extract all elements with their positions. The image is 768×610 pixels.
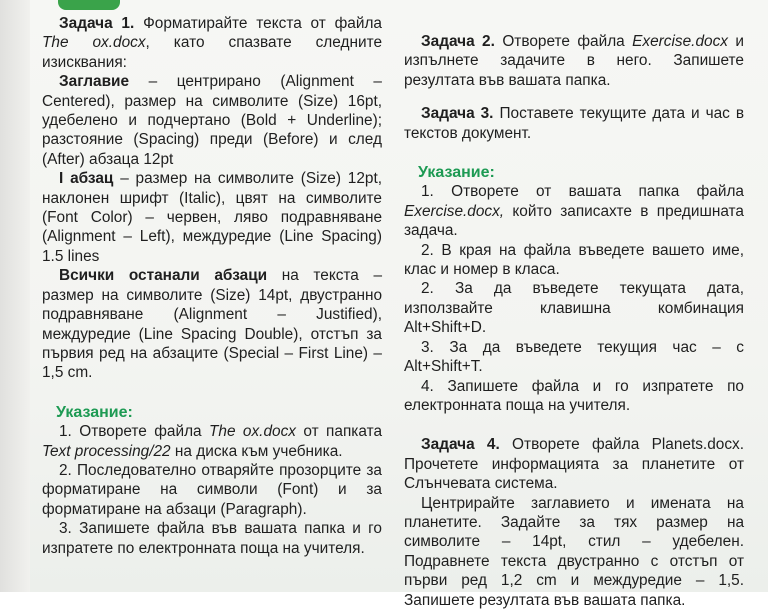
hint2-right: 2. В края на файла въведете вашето име, клас и номер в класа. bbox=[404, 241, 744, 279]
hint1-right-file: Exercise.docx, bbox=[404, 202, 505, 220]
left-column bbox=[42, 14, 382, 558]
spacer bbox=[42, 383, 382, 397]
hint1-right-text-a: 1. Отворете от вашата папка файла bbox=[421, 183, 744, 201]
hint3-left: 3. Запишете файла във вашата папка и го изпратете по електронната поща на учителя. bbox=[42, 520, 382, 557]
task4-label: Задача 4. bbox=[421, 436, 500, 454]
hint1-left-file: The ox.docx bbox=[209, 423, 296, 441]
hint5-right: 4. Запишете файла и го изпратете по електронната поща на учителя. bbox=[404, 377, 744, 414]
hint2-left: 2. Последователно отваряйте прозорците за форматиране на символи (Font) и за форматиране на абзаци (Paragraph). bbox=[42, 461, 382, 518]
title-requirements bbox=[42, 72, 382, 169]
spacer bbox=[404, 143, 744, 157]
hint1-left bbox=[42, 422, 382, 461]
task1-file: The ox.docx bbox=[42, 34, 146, 52]
first-para-text: – размер на символите (Size) 12pt, наклонен шрифт (Italic), цвят на символите (Font Color) – червен, ляво подравняване (Alignment – Left), междуредие (Line Spacing) 1.5 lines bbox=[42, 170, 382, 265]
task2-text-a: Отворете файла bbox=[494, 33, 633, 50]
other-paras-text: на текста – размер на символите (Size) 14pt, двустранно подравняване (Alignment – Justified), междуредие (Line Spacing Double), отстъп за първия ред на абзаците (Special – First Line) – 1,5 cm. bbox=[42, 267, 383, 382]
hint1-left-text-b: от папката bbox=[295, 423, 383, 441]
task4-paragraph bbox=[404, 435, 744, 493]
task1-label: Задача 1. bbox=[59, 15, 135, 32]
task3-label: Задача 3. bbox=[421, 105, 494, 123]
task1-paragraph bbox=[42, 14, 382, 72]
other-paragraphs-requirements bbox=[42, 266, 382, 382]
title-text: – центрирано (Alignment – Centered), размер на символите (Size) 16pt, удебелено и подчертано (Bold + Underline); разстояние (Spacing) преди (Before) и след (After) абзаца 12pt bbox=[42, 73, 382, 168]
title-label: Заглавие bbox=[59, 73, 130, 91]
other-paras-label: Всички останали абзаци bbox=[59, 267, 268, 285]
task4-text: Отворете файла Planets.docx. Прочетете информацията за планетите от Слънчевата система. bbox=[404, 436, 744, 493]
first-paragraph-requirements bbox=[42, 169, 382, 266]
spacer bbox=[404, 90, 744, 104]
hint4-right: 3. За да въведете текущия час – с Alt+Shift+T. bbox=[404, 338, 744, 376]
hint-heading-left: Указание: bbox=[56, 403, 133, 421]
hint1-left-text-a: 1. Отворете файла bbox=[59, 423, 210, 441]
task1-text-b: , като спазвате следните изисквания: bbox=[42, 34, 383, 71]
hint-heading-right: Указание: bbox=[418, 164, 495, 182]
task2-file: Exercise.docx bbox=[632, 33, 728, 50]
first-para-label: I абзац bbox=[59, 170, 114, 188]
task2-text-b: и изпълнете задачите в него. Запишете резултата във вашата папка. bbox=[404, 33, 744, 89]
green-chapter-tab bbox=[58, 0, 120, 10]
page-gutter bbox=[0, 0, 30, 592]
task2-paragraph bbox=[404, 32, 744, 90]
task3-paragraph bbox=[404, 104, 744, 143]
task2-label: Задача 2. bbox=[421, 33, 495, 50]
hint1-left-folder: Text processing/22 bbox=[42, 442, 171, 460]
task3-text: Поставете текущите дата и час в текстов документ. bbox=[404, 105, 744, 142]
task4-instructions: Центрирайте заглавието и имената на планетите. Задайте за тях размер на символите – 14pt, стил – удебелен. Подравнете текста двустранно с отстъп от първи ред 1,2 cm и междуредие – 1,5. Запишете резултата във вашата папка. bbox=[404, 494, 744, 609]
hint1-right-text-b: който записахте в предишната задача. bbox=[404, 202, 744, 240]
hint1-left-text-c: на диска към учебника. bbox=[170, 442, 343, 460]
task1-text-a: Форматирайте текста от файла bbox=[134, 15, 382, 32]
right-column bbox=[404, 32, 744, 610]
hint1-right bbox=[404, 182, 744, 240]
spacer bbox=[404, 415, 744, 435]
hint3-right: 2. За да въведете текущата дата, използвайте клавишна комбинация Alt+Shift+D. bbox=[404, 280, 744, 337]
